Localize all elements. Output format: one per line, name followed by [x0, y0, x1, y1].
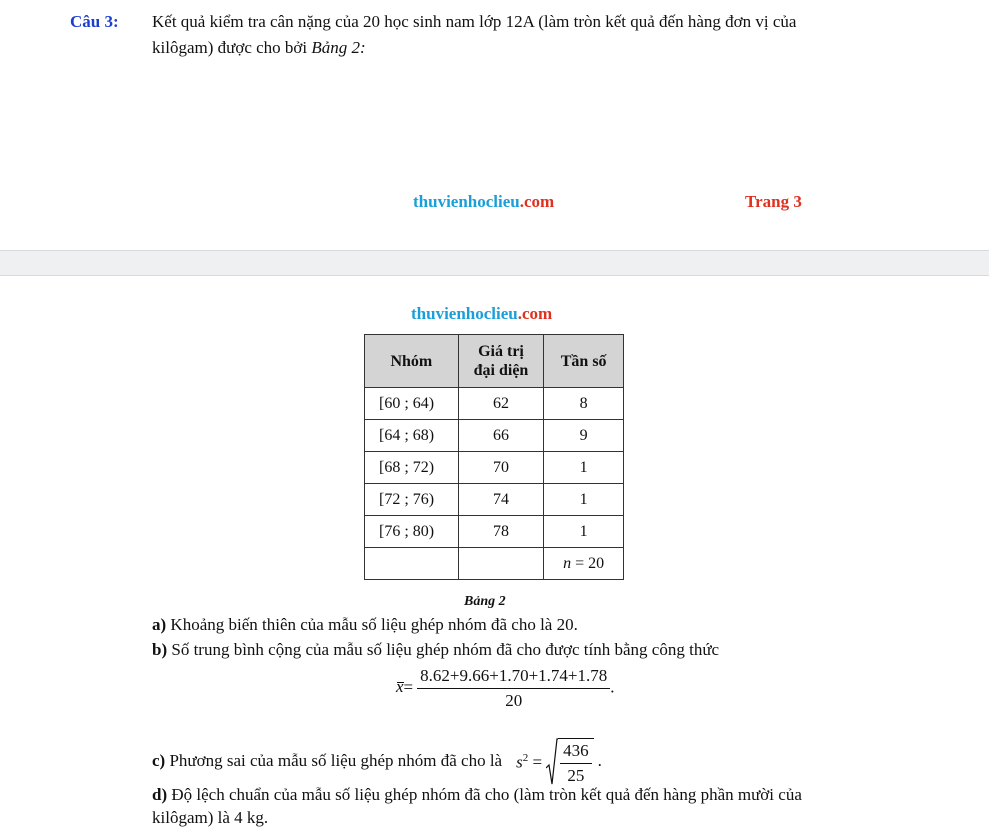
table-row: [365, 388, 624, 420]
total-n-value: = 20: [571, 554, 605, 572]
header-representative-value: [458, 335, 544, 388]
mean-symbol: x: [396, 677, 404, 697]
sqrt-icon: [546, 738, 558, 786]
mean-fraction: [417, 666, 610, 711]
table-row: [365, 420, 624, 452]
answer-d-text: Độ lệch chuẩn của mẫu số liệu ghép nhóm đã cho (làm tròn kết quả đến hàng phần mười của: [167, 785, 802, 804]
table-header-row: [365, 335, 624, 388]
cell-frequency: 1: [544, 484, 624, 516]
cell-value: 66: [458, 420, 544, 452]
cell-group: [64 ; 68): [365, 420, 459, 452]
cell-group: [72 ; 76): [365, 484, 459, 516]
frequency-table-container: [364, 334, 624, 580]
header-frequency: Tần số: [544, 335, 624, 388]
table-row: [365, 452, 624, 484]
cell-frequency: 8: [544, 388, 624, 420]
mean-numerator: 8.62+9.66+1.70+1.74+1.78: [417, 666, 610, 689]
question-text-line2: [152, 38, 366, 58]
total-n-symbol: n: [563, 554, 572, 572]
question-text-line1: Kết quả kiểm tra cân nặng của 20 học sinh nam lớp 12A (làm tròn kết quả đến hàng đơn vị của: [152, 12, 797, 31]
page-separator: [0, 250, 989, 276]
cell-frequency: 9: [544, 420, 624, 452]
table-caption: Bảng 2: [464, 594, 506, 609]
footer-site-domain: .com: [519, 192, 555, 211]
cell-value: 62: [458, 388, 544, 420]
answer-d-line1: [152, 785, 802, 805]
variance-denominator: 25: [567, 766, 585, 785]
cell-value: 70: [458, 452, 544, 484]
answer-d-label: d): [152, 785, 168, 804]
answer-c: [152, 738, 602, 786]
cell-empty: [458, 548, 544, 580]
question-text-line2-plain: kilôgam) được cho bởi: [152, 38, 312, 57]
cell-empty: [365, 548, 459, 580]
mean-end: .: [610, 677, 615, 697]
table-total-row: [365, 548, 624, 580]
cell-group: [60 ; 64): [365, 388, 459, 420]
header-value-line2: đại diện: [473, 362, 529, 379]
cell-value: 78: [458, 516, 544, 548]
mean-denominator: 20: [505, 691, 523, 710]
answer-c-text: Phương sai của mẫu số liệu ghép nhóm đã cho là: [165, 750, 503, 770]
question-label: Câu 3:: [70, 12, 119, 31]
cell-frequency: 1: [544, 516, 624, 548]
variance-formula: [516, 752, 542, 773]
cell-group: [76 ; 80): [365, 516, 459, 548]
variance-numerator: 436: [560, 741, 592, 764]
header-group: Nhóm: [365, 335, 459, 388]
variance-sqrt: [546, 738, 594, 786]
cell-group: [68 ; 72): [365, 452, 459, 484]
answer-a-label: a): [152, 615, 167, 634]
cell-total: [544, 548, 624, 580]
variance-exponent: 2: [522, 751, 529, 764]
footer-site-link[interactable]: [413, 192, 554, 212]
frequency-table: [364, 334, 624, 580]
footer-site-name: thuvienhoclieu: [413, 192, 520, 211]
answer-a: [152, 615, 578, 635]
answer-c-label: c): [152, 750, 166, 770]
header-site-name: thuvienhoclieu: [411, 304, 518, 323]
table-row: [365, 484, 624, 516]
header-site-domain: .com: [517, 304, 553, 323]
header-site-link[interactable]: [411, 304, 552, 324]
header-value-line1: Giá trị: [478, 343, 524, 360]
variance-fraction: [558, 738, 594, 786]
answer-b-text: Số trung bình cộng của mẫu số liệu ghép nhóm đã cho được tính bằng công thức: [167, 640, 720, 659]
answer-b-label: b): [152, 640, 168, 659]
question-table-reference: Bảng 2:: [311, 38, 366, 57]
cell-value: 74: [458, 484, 544, 516]
answer-d-line2: kilôgam) là 4 kg.: [152, 808, 269, 827]
cell-frequency: 1: [544, 452, 624, 484]
mean-formula: [396, 666, 615, 711]
variance-end: .: [597, 750, 602, 770]
variance-equals: =: [528, 752, 543, 772]
answer-b: [152, 640, 719, 660]
variance-symbol: s: [516, 752, 523, 772]
footer-page-number: Trang 3: [745, 192, 802, 211]
answer-a-text: Khoảng biến thiên của mẫu số liệu ghép nhóm đã cho là 20.: [166, 615, 578, 634]
mean-equals: =: [403, 677, 414, 697]
table-row: [365, 516, 624, 548]
